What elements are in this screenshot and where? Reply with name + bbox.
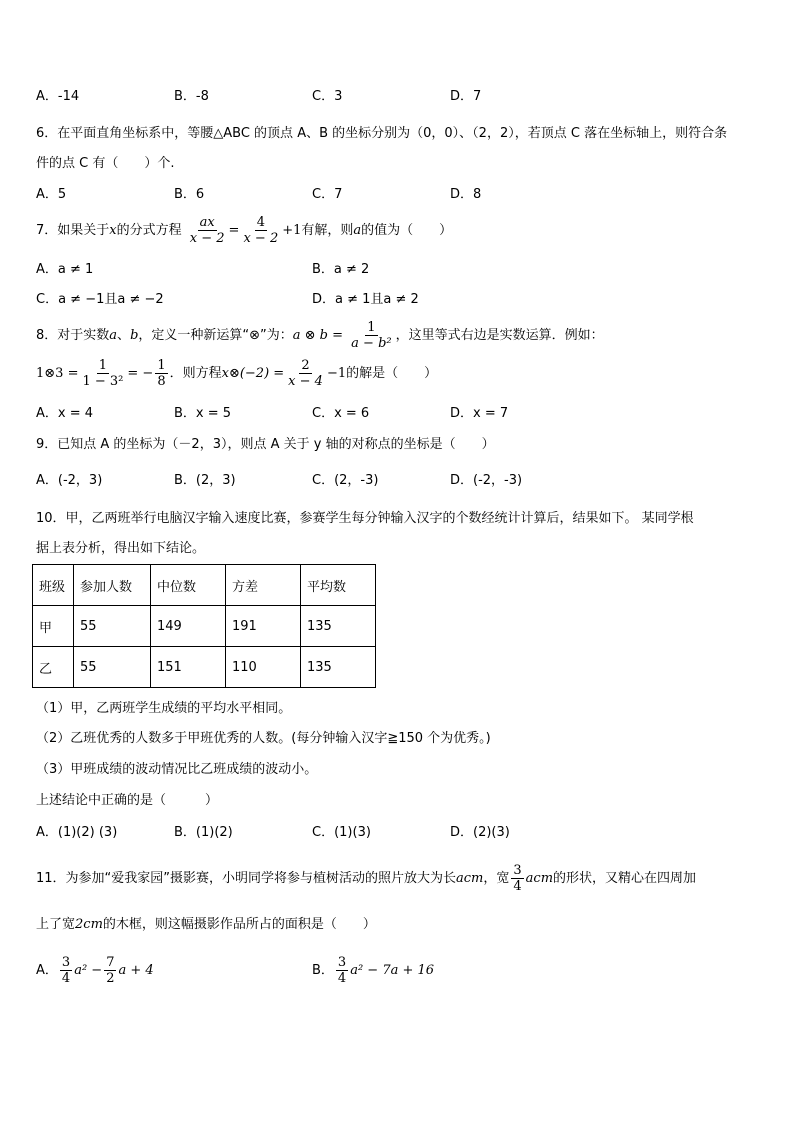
q8-ex-den2: 8 bbox=[157, 374, 166, 389]
q11-stem-line2 bbox=[36, 916, 376, 934]
q7-stem-mid: 的分式方程 bbox=[116, 223, 182, 238]
q11-option-b bbox=[312, 952, 434, 990]
q9-option-b: B．(2，3) bbox=[174, 473, 236, 488]
q8-ex-num2: 1 bbox=[157, 358, 166, 373]
q9-option-a: A．(-2，3) bbox=[36, 473, 103, 488]
table-row bbox=[33, 647, 376, 688]
q11-optB-den: 4 bbox=[337, 971, 347, 986]
table-cell: 135 bbox=[301, 606, 376, 647]
table-header-cell: 方差 bbox=[226, 565, 301, 606]
q11-width-fraction bbox=[511, 863, 523, 894]
q8-stem-pre: 8．对于实数 bbox=[36, 328, 110, 343]
q5-option-b: B．-8 bbox=[174, 89, 209, 104]
q10-option-c: C．(1)(3) bbox=[312, 825, 371, 840]
q10-conclusion-3: （3）甲班成绩的波动情况比乙班成绩的波动小。 bbox=[36, 762, 318, 777]
q10-conclusion-2: （2）乙班优秀的人数多于甲班优秀的人数。(每分钟输入汉字≧150 个为优秀。) bbox=[36, 731, 491, 746]
q8-var-a: a bbox=[109, 328, 118, 343]
q7-fraction-1 bbox=[188, 215, 227, 246]
q11-stem-mid: ，宽 bbox=[483, 871, 510, 886]
q8-eq-num: 2 bbox=[301, 358, 310, 373]
q7-frac1-num: ax bbox=[199, 215, 215, 230]
q7-stem-pre: 7．如果关于 bbox=[36, 223, 110, 238]
q6-option-b: B．6 bbox=[174, 187, 205, 202]
q11-stem-post: 的形状，又精心在四周加 bbox=[553, 871, 697, 886]
q11-optA-num2: 7 bbox=[106, 955, 115, 970]
table-cell: 乙 bbox=[33, 647, 74, 688]
q11-option-a bbox=[36, 952, 154, 990]
q8-option-d: D．x = 7 bbox=[450, 406, 509, 421]
q10-question: 上述结论中正确的是（ ） bbox=[36, 793, 219, 808]
table-header-row bbox=[33, 565, 376, 606]
q11-optA-frac2 bbox=[104, 955, 116, 986]
q6-option-c: C．7 bbox=[312, 187, 343, 202]
q5-option-c: C．3 bbox=[312, 89, 343, 104]
q7-stem bbox=[36, 213, 452, 249]
q11-optB-tail: a² − 7a + 16 bbox=[350, 963, 435, 978]
table-header-cell: 参加人数 bbox=[74, 565, 151, 606]
q8-stem-post: ，这里等式右边是实数运算．例如： bbox=[395, 328, 604, 343]
q11-optA-frac1 bbox=[60, 955, 72, 986]
q7-frac2-den: x − 2 bbox=[243, 231, 279, 246]
q10-conclusion-1: （1）甲，乙两班学生成绩的平均水平相同。 bbox=[36, 701, 292, 716]
q7-var-x: x bbox=[109, 223, 117, 238]
q6-stem-line1: 6．在平面直角坐标系中，等腰△ABC 的顶点 A、B 的坐标分别为（0，0）、（2，2），若顶点 C 落在坐标轴上，则符合条 bbox=[36, 126, 728, 141]
q11-optB-frac bbox=[336, 955, 348, 986]
q8-ex-fraction-2 bbox=[155, 358, 167, 389]
q6-stem-line2: 件的点 C 有（ ）个. bbox=[36, 156, 175, 171]
q8-eq-post: 的解是（ ） bbox=[346, 366, 438, 381]
q11-stem-pre: 11．为参加“爱我家园”摄影赛，小明同学将参与植树活动的照片放大为长 bbox=[36, 871, 457, 886]
q11-length: acm bbox=[456, 871, 484, 886]
q11-option-b-label: B． bbox=[312, 963, 334, 978]
q11-optA-num1: 3 bbox=[61, 955, 71, 970]
table-header-cell: 平均数 bbox=[301, 565, 376, 606]
q8-option-c: C．x = 6 bbox=[312, 406, 370, 421]
table-cell: 149 bbox=[151, 606, 226, 647]
table-cell: 55 bbox=[74, 647, 151, 688]
table-header-cell: 班级 bbox=[33, 565, 74, 606]
q11-line2-pre: 上了宽 bbox=[36, 917, 76, 932]
q11-stem-line1 bbox=[36, 860, 696, 898]
q8-eq-den: x − 4 bbox=[288, 374, 323, 389]
table-cell: 甲 bbox=[33, 606, 74, 647]
q7-tail: +1 bbox=[282, 223, 302, 238]
table-row bbox=[33, 606, 376, 647]
q5-option-d: D．7 bbox=[450, 89, 482, 104]
q11-optA-tail: a + 4 bbox=[118, 963, 154, 978]
q8-def-lhs: a ⊗ b = bbox=[292, 328, 344, 343]
q11-line2-post: 的木框，则这幅摄影作品所占的面积是（ ） bbox=[102, 917, 376, 932]
q10-results-table bbox=[32, 564, 376, 688]
q7-equals: = bbox=[228, 223, 240, 238]
table-cell: 135 bbox=[301, 647, 376, 688]
q8-stem-line2 bbox=[36, 356, 437, 392]
table-cell: 110 bbox=[226, 647, 301, 688]
q8-eq-tail: −1 bbox=[326, 366, 347, 381]
q7-option-d: D．a ≠ 1且a ≠ 2 bbox=[312, 292, 419, 307]
q11-w-num: 3 bbox=[513, 863, 522, 878]
q11-optA-mid: a² − bbox=[74, 963, 103, 978]
q8-stem-mid: ，定义一种新运算“⊗”为： bbox=[138, 328, 293, 343]
table-cell: 191 bbox=[226, 606, 301, 647]
q8-eq-lhs: x⊗(−2) = bbox=[221, 366, 285, 381]
q8-def-num: 1 bbox=[367, 320, 376, 335]
q7-frac1-den: x − 2 bbox=[189, 231, 225, 246]
table-header-cell: 中位数 bbox=[151, 565, 226, 606]
q7-option-c: C．a ≠ −1且a ≠ −2 bbox=[36, 292, 164, 307]
q8-ex-text: ．则方程 bbox=[169, 366, 222, 381]
q11-option-a-label: A． bbox=[36, 963, 58, 978]
q6-option-a: A．5 bbox=[36, 187, 67, 202]
q8-ex-num1: 1 bbox=[98, 358, 108, 373]
q6-option-d: D．8 bbox=[450, 187, 482, 202]
q11-optA-den2: 2 bbox=[106, 971, 115, 986]
q8-ex-den1: 1 − 3² bbox=[82, 374, 124, 389]
q8-ex-mid: = − bbox=[127, 366, 154, 381]
q9-option-c: C．(2，-3) bbox=[312, 473, 379, 488]
q10-option-b: B．(1)(2) bbox=[174, 825, 233, 840]
q7-frac2-num: 4 bbox=[256, 215, 265, 230]
q7-stem-post1: 有解，则 bbox=[301, 223, 354, 238]
q8-ex-lhs: 1⊗3 = bbox=[36, 366, 79, 381]
q7-option-b: B．a ≠ 2 bbox=[312, 262, 370, 277]
q9-stem: 9．已知点 A 的坐标为（－2，3），则点 A 关于 y 轴的对称点的坐标是（ ） bbox=[36, 437, 495, 452]
q8-var-b: b bbox=[130, 328, 139, 343]
q11-frame-width: 2cm bbox=[75, 917, 103, 932]
q11-optA-den1: 4 bbox=[61, 971, 71, 986]
q11-width-var: acm bbox=[525, 871, 554, 886]
q8-option-b: B．x = 5 bbox=[174, 406, 232, 421]
q7-var-a: a bbox=[353, 223, 362, 238]
q7-stem-post2: 的值为（ ） bbox=[361, 223, 453, 238]
table-cell: 55 bbox=[74, 606, 151, 647]
q5-option-a: A．-14 bbox=[36, 89, 80, 104]
q8-ex-fraction-1 bbox=[80, 358, 125, 389]
q11-optB-num: 3 bbox=[337, 955, 347, 970]
q10-option-d: D．(2)(3) bbox=[450, 825, 510, 840]
q7-option-a: A．a ≠ 1 bbox=[36, 262, 94, 277]
q8-option-a: A．x = 4 bbox=[36, 406, 94, 421]
q9-option-d: D．(-2，-3) bbox=[450, 473, 523, 488]
table-cell: 151 bbox=[151, 647, 226, 688]
q10-stem-line1: 10．甲，乙两班举行电脑汉字输入速度比赛，参赛学生每分钟输入汉字的个数经统计计算后，结果如下。 某同学根 bbox=[36, 511, 694, 526]
q8-def-fraction bbox=[349, 320, 393, 351]
q8-eq-fraction bbox=[286, 358, 325, 389]
q10-option-a: A．(1)(2) (3) bbox=[36, 825, 118, 840]
q8-def-den: a − b² bbox=[351, 336, 392, 351]
q7-fraction-2 bbox=[241, 215, 280, 246]
q10-stem-line2: 据上表分析，得出如下结论。 bbox=[36, 541, 206, 556]
q11-w-den: 4 bbox=[513, 879, 522, 894]
q8-sep: 、 bbox=[117, 328, 131, 343]
q8-stem-line1 bbox=[36, 318, 604, 354]
